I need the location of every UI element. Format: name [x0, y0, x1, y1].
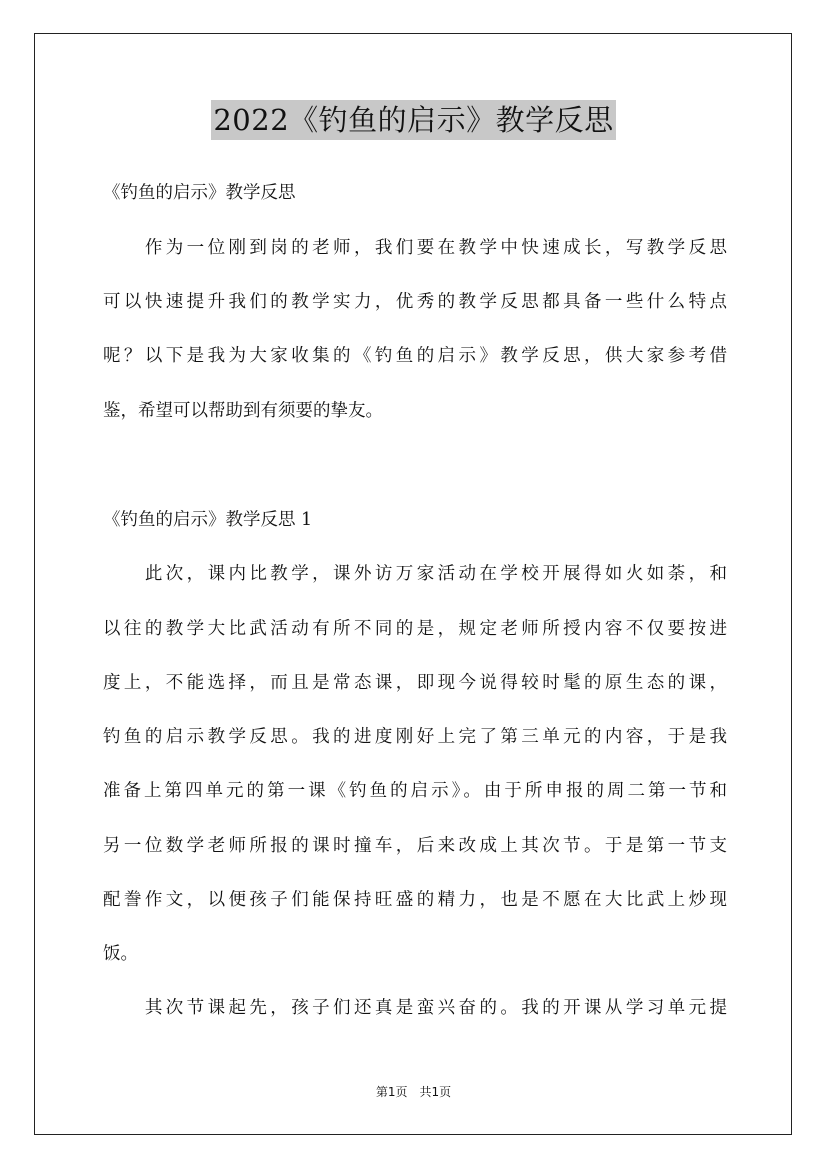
body-line: 配誊作文，以便孩子们能保持旺盛的精力，也是不愿在大比武上炒现 — [103, 890, 727, 910]
body-line: 钓鱼的启示教学反思。我的进度刚好上完了第三单元的内容，于是我 — [103, 727, 727, 747]
body-line: 其次节课起先，孩子们还真是蛮兴奋的。我的开课从学习单元提 — [103, 998, 727, 1018]
body-line: 准备上第四单元的第一课《钓鱼的启示》。由于所申报的周二第一节和 — [103, 781, 727, 801]
title-container — [0, 100, 827, 140]
body-line: 度上，不能选择，而且是常态课，即现今说得较时髦的原生态的课， — [103, 673, 727, 693]
intro-line: 呢？以下是我为大家收集的《钓鱼的启示》教学反思，供大家参考借 — [103, 346, 727, 366]
intro-line: 鉴，希望可以帮助到有须要的挚友。 — [103, 401, 383, 421]
section-heading: 《钓鱼的启示》教学反思 1 — [103, 510, 313, 530]
body-line: 此次，课内比教学，课外访万家活动在学校开展得如火如荼，和 — [103, 564, 727, 584]
subtitle: 《钓鱼的启示》教学反思 — [103, 183, 296, 203]
document-title: 2022《钓鱼的启示》教学反思 — [211, 100, 615, 140]
intro-line: 可以快速提升我们的教学实力，优秀的教学反思都具备一些什么特点 — [103, 292, 727, 312]
body-line: 以往的教学大比武活动有所不同的是，规定老师所授内容不仅要按进 — [103, 619, 727, 639]
body-line: 饭。 — [103, 944, 138, 964]
body-line: 另一位数学老师所报的课时撞车，后来改成上其次节。于是第一节支 — [103, 836, 727, 856]
page-footer: 第1页 共1页 — [375, 1085, 452, 1099]
intro-line: 作为一位刚到岗的老师，我们要在教学中快速成长，写教学反思 — [103, 238, 727, 258]
